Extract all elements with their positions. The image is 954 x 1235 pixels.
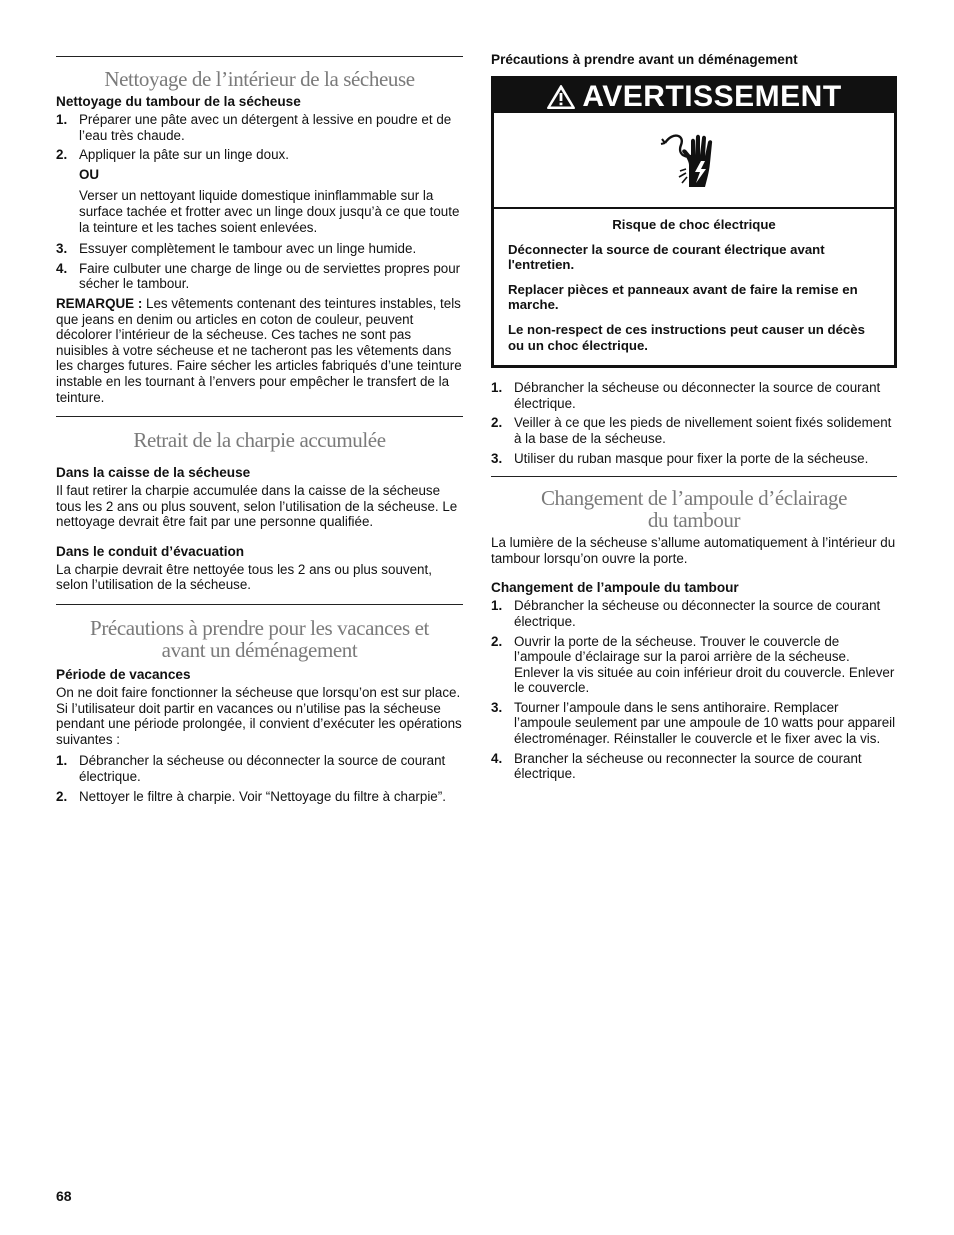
subheading-cabinet: Dans la caisse de la sécheuse — [56, 465, 251, 481]
subheading-moving: Précautions à prendre avant un déménagement — [491, 52, 798, 67]
subheading-exhaust-duct: Dans le conduit d’évacuation — [56, 543, 245, 559]
warning-body — [494, 209, 894, 365]
list-item: 1. Débrancher la sécheuse ou déconnecter la source de courant électrique. — [56, 753, 446, 785]
exhaust-paragraph: La charpie devrait être nettoyée tous les 2 ans ou plus souvent, selon l’utilisation de la sécheuse. — [56, 561, 432, 593]
bulb-paragraph: La lumière de la sécheuse s’allume automatiquement à l’intérieur du tambour lorsqu’on ouvre la porte. — [491, 535, 896, 566]
warning-line: Le non-respect de ces instructions peut causer un décès ou un choc électrique. — [508, 321, 865, 353]
list-item: 4. Faire culbuter une charge de linge ou de serviettes propres pour sécher le tambour. — [56, 260, 461, 292]
list-item: 3. Utiliser du ruban masque pour fixer la porte de la sécheuse. — [491, 450, 869, 466]
left-column — [56, 56, 463, 808]
list-item: 1. Débrancher la sécheuse ou déconnecter la source de courant électrique. — [491, 598, 881, 629]
section-divider — [56, 56, 463, 57]
list-item: 2. Veiller à ce que les pieds de nivellement soient fixés solidement à la base de la sécheuse. — [491, 415, 892, 446]
list-item: 1. Préparer une pâte avec un détergent à lessive en poudre et de l’eau très chaude. — [56, 112, 452, 143]
list-item: 4. Brancher la sécheuse ou reconnecter la source de courant électrique. — [491, 750, 862, 782]
bulb-steps — [491, 598, 897, 782]
list-item: 2. Nettoyer le filtre à charpie. Voir “Nettoyage du filtre à charpie”. — [56, 788, 446, 804]
vacation-steps — [56, 753, 463, 804]
warning-icon-row — [494, 113, 894, 209]
list-item: 3. Essuyer complètement le tambour avec un linge humide. — [56, 241, 417, 257]
vacation-paragraph: On ne doit faire fonctionner la sécheuse que lorsqu’on est sur place. Si l’utilisateur doit partir en vacances ou n’utilise pas la sécheuse pendant une période prolongée, il convient d’exécuter les opérations suivantes : — [56, 685, 462, 747]
section-divider — [56, 416, 463, 417]
remark-paragraph: REMARQUE : Les vêtements contenant des teintures instables, tels que jeans en denim ou articles en coton de couleur, peuvent décolorer l’intérieur de la sécheuse. Ces taches ne sont pas nuisibles à votre sécheuse et ne tacheront pas les vêtements dans les charges futures. Faire sécher les articles fabriqués d’une teinture instable en les tournant à l’envers pour empêcher le transfert de la teinture. — [56, 295, 462, 405]
subheading-drum-bulb: Changement de l’ampoule du tambour — [491, 580, 739, 596]
section-heading-lint-removal: Retrait de la charpie accumulée — [133, 428, 386, 453]
or-label: OU — [79, 166, 100, 182]
subheading-drum-cleaning: Nettoyage du tambour de la sécheuse — [56, 94, 301, 109]
list-item: 2. Ouvrir la porte de la sécheuse. Trouver le couvercle de l’ampoule d’éclairage sur la paroi arrière de la sécheuse. Enlever la vis située au coin inférieur droit du couvercle. Enlever le couvercle. — [491, 633, 895, 696]
list-item: 3. Tourner l’ampoule dans le sens antihoraire. Remplacer l’ampoule seulement par une ampoule de 10 watts pour appareil électroménager. Réinstaller le couvercle et le fixer avec la vis. — [491, 699, 896, 747]
moving-steps — [491, 380, 897, 466]
warning-header — [494, 79, 894, 113]
section-divider — [56, 604, 463, 605]
section-heading-bulb-replacement: Changement de l’ampoule d’éclairage du tambour — [540, 486, 848, 533]
warning-box — [491, 76, 897, 368]
list-item: 2. Appliquer la pâte sur un linge doux. — [56, 147, 289, 163]
right-column — [491, 52, 897, 786]
section-divider — [491, 476, 897, 477]
cabinet-paragraph: Il faut retirer la charpie accumulée dans la caisse de la sécheuse tous les 2 ans ou plus souvent, selon l’utilisation de la sécheuse. Le nettoyage devrait être fait par une personne qualifiée. — [56, 483, 458, 530]
warning-triangle-icon — [546, 84, 576, 110]
section-heading-vacation-moving: Précautions à prendre pour les vacances et avant un déménagement — [90, 616, 429, 663]
section-heading-dryer-interior-cleaning: Nettoyage de l’intérieur de la sécheuse — [104, 67, 415, 91]
warning-line: Replacer pièces et panneaux avant de faire la remise en marche. — [508, 281, 858, 313]
drum-cleaning-steps-cont — [56, 241, 463, 292]
drum-cleaning-steps — [56, 112, 463, 163]
warning-risk-title: Risque de choc électrique — [612, 217, 776, 232]
page-number: 68 — [56, 1188, 72, 1204]
warning-title: AVERTISSEMENT — [582, 80, 842, 113]
list-item: 1. Débrancher la sécheuse ou déconnecter la source de courant électrique. — [491, 380, 881, 411]
warning-line: Déconnecter la source de courant électrique avant l'entretien. — [508, 241, 825, 273]
alternative-step-text: Verser un nettoyant liquide domestique ininflammable sur la surface tachée et frotter avec un linge doux jusqu’à ce que toute la teinture et les taches soient enlevées. — [79, 188, 460, 235]
electric-shock-hand-icon — [659, 125, 729, 195]
subheading-vacation: Période de vacances — [56, 667, 191, 683]
